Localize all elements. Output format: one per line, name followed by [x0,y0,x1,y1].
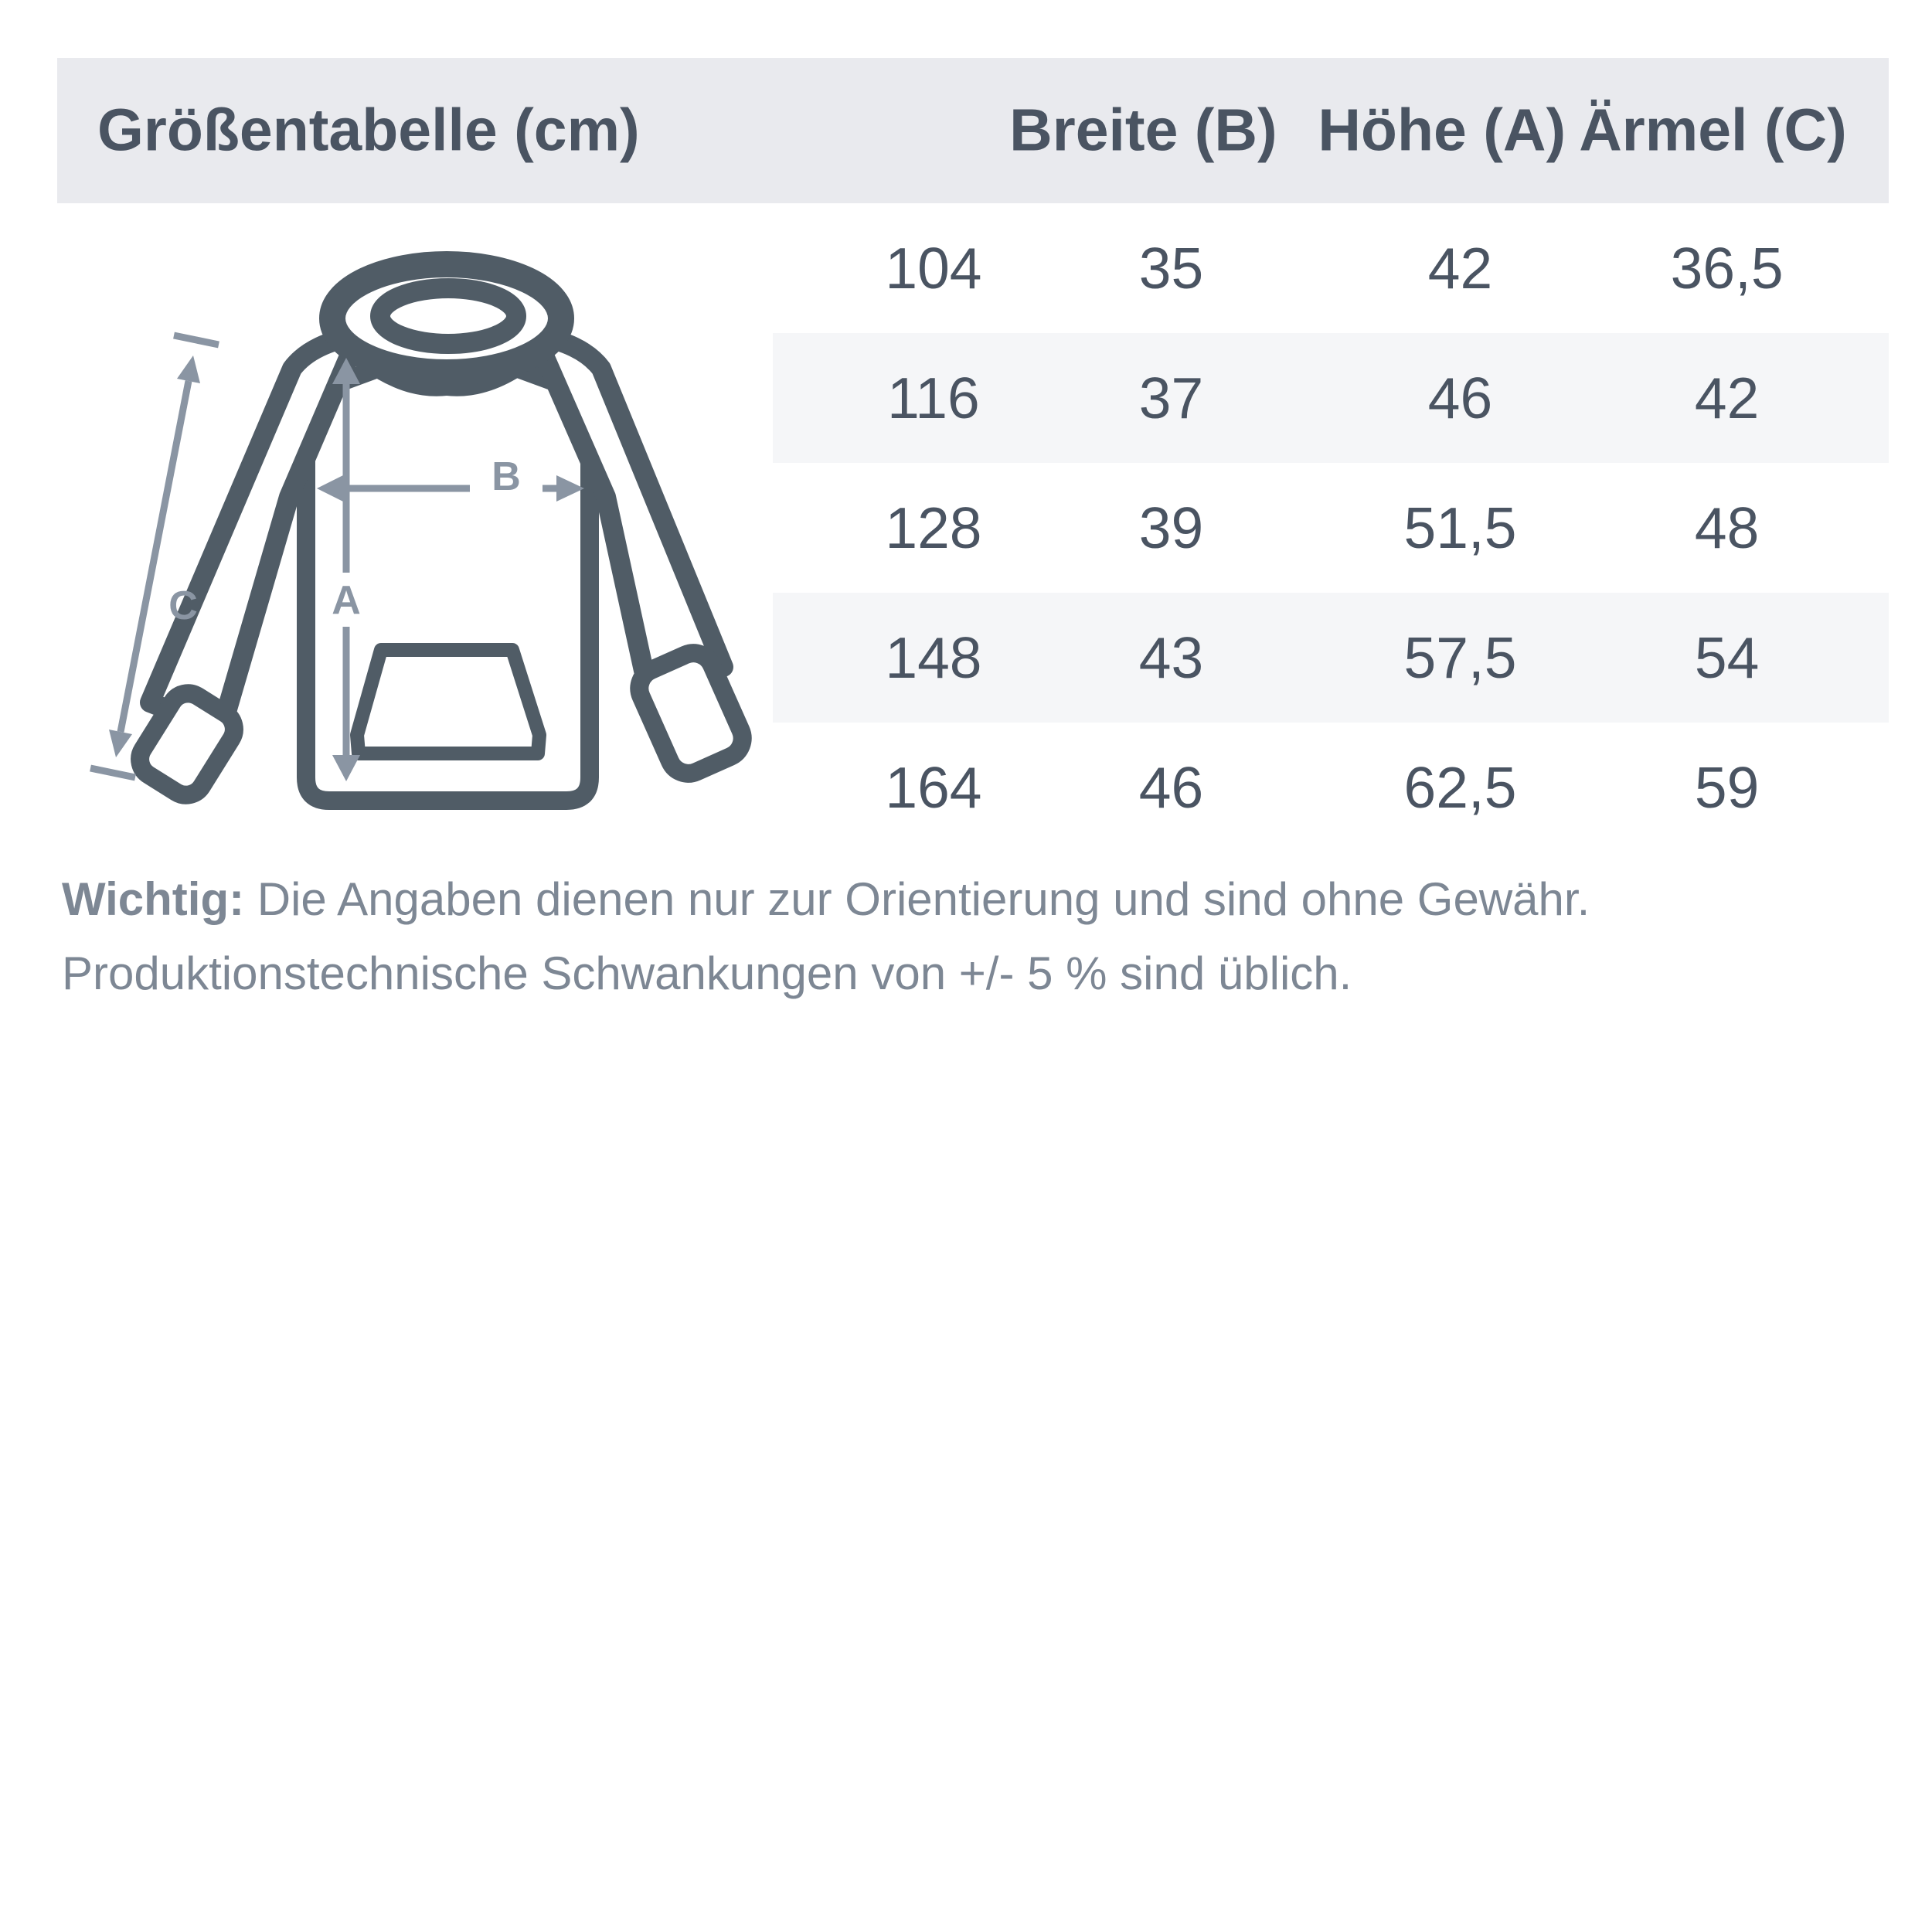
hoehe-cell: 57,5 [1403,625,1517,690]
hoodie-diagram [57,203,784,829]
arrowhead-c-bottom [109,730,132,757]
hoehe-cell: 62,5 [1403,755,1517,820]
column-header-aermel: Ärmel (C) [1579,97,1847,164]
hoodie-icon [133,264,749,802]
breite-cell: 46 [1138,755,1204,820]
aermel-cell: 36,5 [1670,236,1784,301]
aermel-cell: 48 [1694,495,1760,560]
label-a: A [332,578,361,623]
note-line-1 [62,862,1901,937]
size-cell: 116 [887,366,980,430]
hoehe-cell: 51,5 [1403,495,1517,560]
breite-cell: 39 [1138,495,1204,560]
page-title: Größentabelle (cm) [97,97,640,164]
note-bold-label: Wichtig: [62,873,245,925]
aermel-cell: 59 [1694,755,1760,820]
size-table [773,203,1889,852]
size-cell: 164 [885,755,982,820]
breite-cell: 43 [1138,625,1204,690]
table-row [773,723,1889,852]
aermel-cell: 54 [1694,625,1760,690]
disclaimer-note [62,862,1901,1011]
note-text-1: Die Angaben dienen nur zur Orientierung und sind ohne Gewähr. [244,873,1590,925]
hood-opening [380,288,516,344]
table-row [773,463,1889,593]
label-b: B [492,454,521,499]
arrowhead-c-top [177,355,200,383]
table-header-band [57,58,1889,203]
measure-arrow-c-bottom-tick [90,768,135,777]
size-cell: 148 [885,625,982,690]
note-line-2 [62,937,1901,1011]
column-header-breite: Breite (B) [1009,97,1277,164]
hoehe-cell: 46 [1427,366,1493,430]
hoehe-cell: 42 [1427,236,1493,301]
table-row [773,593,1889,723]
size-cell: 104 [885,236,982,301]
hoodie-pocket [357,650,539,753]
measure-arrow-c-top-tick [174,335,219,345]
breite-cell: 35 [1138,236,1204,301]
aermel-cell: 42 [1694,366,1760,430]
table-row [773,203,1889,333]
column-header-hoehe: Höhe (A) [1318,97,1566,164]
size-cell: 128 [885,495,982,560]
table-row [773,333,1889,463]
breite-cell: 37 [1138,366,1204,430]
note-text-2: Produktionstechnische Schwankungen von +/- 5 % sind üblich. [62,947,1352,999]
label-c: C [168,583,198,628]
